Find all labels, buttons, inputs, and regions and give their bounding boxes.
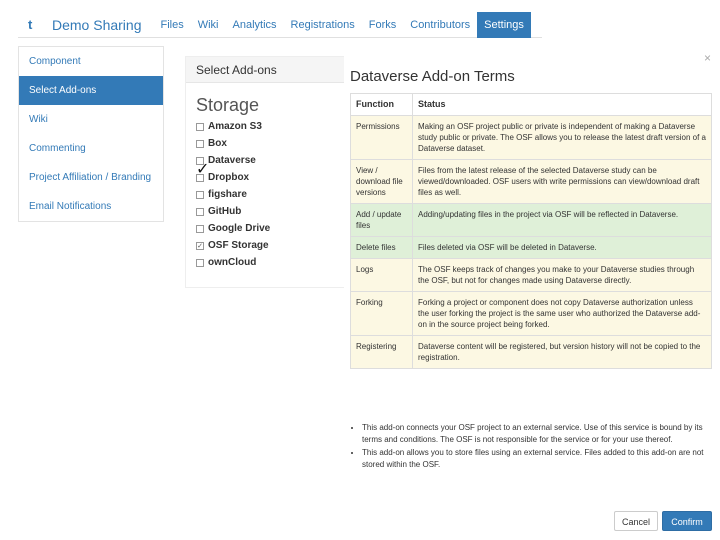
status-cell: Dataverse content will be registered, but version history will not be copied to the registration. <box>413 336 712 369</box>
addon-osf-storage[interactable] <box>186 237 344 254</box>
table-row <box>351 259 712 292</box>
status-cell: Making an OSF project public or private is independent of making a Dataverse study public or private. The OSF allows you to release the latest draft version of a Dataverse dataset. <box>413 116 712 160</box>
nav-contributors[interactable]: Contributors <box>410 18 471 31</box>
nav-files[interactable]: Files <box>160 18 184 31</box>
function-cell: Logs <box>351 259 413 292</box>
project-navbar <box>18 12 542 38</box>
table-row <box>351 292 712 336</box>
nav-settings[interactable]: Settings <box>477 12 531 38</box>
function-cell: Add / update files <box>351 204 413 237</box>
addon-checkbox-checked[interactable]: ✓ <box>197 242 203 250</box>
addon-dropbox[interactable] <box>186 169 344 186</box>
function-cell: Delete files <box>351 237 413 259</box>
nav-registrations[interactable]: Registrations <box>290 18 355 31</box>
addon-amazon-s3[interactable] <box>186 118 344 135</box>
status-cell: The OSF keeps track of changes you make to your Dataverse studies through the OSF, but not for changes made using Dataverse directly. <box>413 259 712 292</box>
addon-figshare[interactable] <box>186 186 344 203</box>
storage-heading: Storage <box>196 95 260 115</box>
table-row <box>351 336 712 369</box>
addon-label: Dropbox <box>208 172 250 183</box>
cancel-button[interactable]: Cancel <box>614 511 658 531</box>
addon-label: figshare <box>208 189 247 200</box>
addon-checkbox[interactable] <box>196 259 204 267</box>
project-title-link[interactable]: Demo Sharing <box>52 16 142 33</box>
function-cell: Forking <box>351 292 413 336</box>
addon-label: Box <box>208 138 227 149</box>
addon-label: Amazon S3 <box>208 121 262 132</box>
addon-label: ownCloud <box>208 257 257 268</box>
terms-notes-list <box>362 422 712 472</box>
list-item: • This add-on connects your OSF project to an external service. Use of this service is bound by its terms and conditions. The OSF is not responsible for the service or for your use thereof. <box>362 422 712 446</box>
addon-box[interactable] <box>186 135 344 152</box>
confirm-button[interactable]: Confirm <box>662 511 712 531</box>
panel-title: Select Add-ons <box>186 57 344 83</box>
menu-item-wiki[interactable]: Wiki <box>29 114 48 125</box>
table-row <box>351 160 712 204</box>
menu-item-email-notifications[interactable]: Email Notifications <box>29 201 112 212</box>
addon-google-drive[interactable] <box>186 220 344 237</box>
menu-item-project-affiliation[interactable]: Project Affiliation / Branding <box>29 172 152 183</box>
status-cell: Files from the latest release of the selected Dataverse study can be viewed/downloaded. OSF users with write permissions can view/download draft files as well. <box>413 160 712 204</box>
nav-forks[interactable]: Forks <box>368 18 397 31</box>
table-row <box>351 116 712 160</box>
addon-label: Dataverse <box>208 155 256 166</box>
addon-label: GitHub <box>208 206 242 217</box>
column-header-function: Function <box>351 94 413 116</box>
addon-label: Google Drive <box>208 223 271 234</box>
menu-item-commenting[interactable]: Commenting <box>29 143 86 154</box>
column-header-status: Status <box>413 94 712 116</box>
pending-check-icon: ✓ <box>196 161 210 178</box>
status-cell: Files deleted via OSF will be deleted in Dataverse. <box>413 237 712 259</box>
table-row <box>351 204 712 237</box>
table-row <box>351 237 712 259</box>
terms-table-header <box>351 94 712 116</box>
status-cell: Adding/updating files in the project via OSF will be reflected in Dataverse. <box>413 204 712 237</box>
addon-label: OSF Storage <box>208 240 269 251</box>
status-cell: Forking a project or component does not copy Dataverse authorization unless the user forking the project is the same user who authorized the Dataverse add-on in the source project being forked. <box>413 292 712 336</box>
addon-checkbox[interactable] <box>196 123 204 131</box>
addon-checkbox[interactable] <box>196 208 204 216</box>
terms-table <box>350 93 712 369</box>
addon-checkbox[interactable] <box>196 191 204 199</box>
function-cell: View / download file versions <box>351 160 413 204</box>
menu-item-select-addons[interactable]: Select Add-ons <box>19 76 163 105</box>
addon-checkbox[interactable] <box>196 140 204 148</box>
addon-checkbox[interactable] <box>196 225 204 233</box>
addon-dataverse[interactable] <box>186 152 344 169</box>
nav-analytics[interactable]: Analytics <box>232 18 277 31</box>
close-icon[interactable]: × <box>704 51 712 65</box>
function-cell: Permissions <box>351 116 413 160</box>
menu-item-component[interactable]: Component <box>29 56 81 67</box>
addon-owncloud[interactable] <box>186 254 344 271</box>
function-cell: Registering <box>351 336 413 369</box>
nav-wiki[interactable]: Wiki <box>197 18 219 31</box>
list-item: • This add-on allows you to store files using an external service. Files added to this add-on are not stored within the OSF. <box>362 447 712 471</box>
settings-menu <box>18 46 164 222</box>
addon-github[interactable] <box>186 203 344 220</box>
osf-logo-icon[interactable]: t <box>28 17 33 32</box>
modal-title: Dataverse Add-on Terms <box>350 68 515 85</box>
